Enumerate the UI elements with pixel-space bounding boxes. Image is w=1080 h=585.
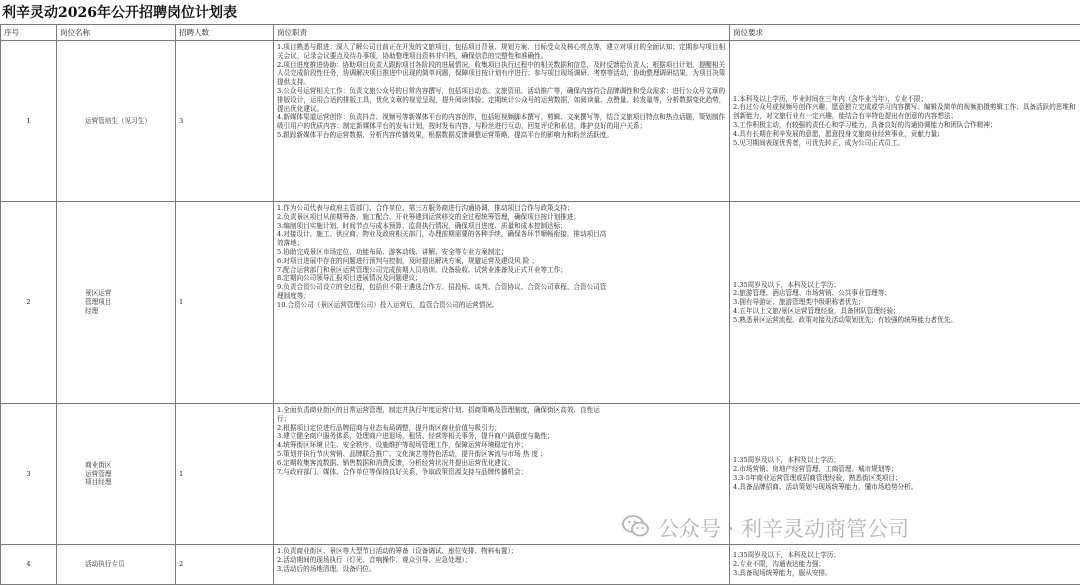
table-row (1, 202, 1080, 404)
duty-item: 4.对接设计、施工、供应商、物业及政府相关部门，办理前期需要的各种手续，确保各环节顺畅衔接，推动项目高效落地； (277, 230, 609, 248)
duty-item: 2.活动期间的现场执行（灯光、音响操作、观众引导、应急处理）； (277, 556, 609, 565)
requirement-item: 2.专业不限，沟通表达能力强； (733, 560, 1020, 569)
duty-item: 2.根据项目定位进行品牌招商与业态布局调整，提升街区商业价值与吸引力； (277, 424, 609, 433)
hire-count: 3 (176, 41, 274, 202)
row-no: 3 (1, 404, 57, 545)
requirements-cell (730, 41, 1080, 202)
requirement-item: 5.见习期间表现优秀者，可优先转正，成为公司正式员工。 (733, 139, 1077, 148)
duty-item: 9.负责合资公司设立的全过程，包括但不限于遴选合作方、招投标、谈判、合资协议、合资公司章程、合资公司管理制度等； (277, 283, 609, 301)
duty-item: 1.全面负责商业街区的日常运营管理，制定并执行年度运营计划、招商策略及管理制度，确保街区高效、良性运行； (277, 406, 609, 424)
header-count: 招聘人数 (176, 25, 274, 41)
duty-item: 3.公众号运营相关工作：负责文旅公众号的日常内容撰写，包括项目动态、文旅资讯、活动推广等，确保内容符合品牌调性和受众需求；进行公众号文章的排版设计，运用合适的排版工具，优化文章的视觉呈现，提升阅读体验；定期统计公众号的运营数据，如阅读量、点赞量、转发量等，分析数据变化趋势，提出优化建议。 (277, 87, 726, 113)
position-line: 景区运营 (85, 289, 172, 298)
position-name (57, 202, 176, 404)
position-line: 运营管理 (85, 470, 172, 479)
position-name (57, 545, 176, 585)
requirements-cell (730, 202, 1080, 404)
duty-item: 10.合资公司（景区运营管理公司）投入运营后，监管合资公司的运营情况。 (277, 301, 609, 310)
duty-item: 3.编制项目实施计划、时间节点与成本预算，监督执行情况，确保项目进度、质量和成本控制达标； (277, 222, 609, 231)
table-row (1, 404, 1080, 545)
requirement-item: 3.3-5年商业运营管理或招商管理经验，熟悉街区类项目； (733, 474, 1020, 483)
duty-item: 2.负责景区项目从前期筹备、施工配合、开业筹建到运营移交的全过程统筹管理，确保项目按计划推进； (277, 213, 609, 222)
duty-item: 1.负责商业街区、景区等大型节日活动的筹备（设备调试、座位安排、物料布置）； (277, 547, 609, 556)
position-line: 管理项目 (85, 298, 172, 307)
header-no: 序号 (1, 25, 57, 41)
requirement-item: 3.拥有导游证、旅游管理类中级职称者优先； (733, 298, 1020, 307)
recruitment-plan-table (0, 24, 1080, 585)
table-row (1, 41, 1080, 202)
duty-item: 1.项目熟悉与跟进：深入了解公司目前正在开发的文旅项目，包括项目背景、规划方案、目标受众及核心亮点等，建立对项目的全面认知；定期参与项目相关会议，记录会议要点及待办事项，协助整理项目资料并归档，确保信息的完整性和准确性。 (277, 43, 726, 61)
duty-item: 5.协助完成景区市场定位、功能布局、游客动线、讲解、安全等专业方案制定； (277, 248, 609, 257)
requirements-cell (730, 404, 1080, 545)
requirement-item: 4.具备品牌招商、活动策划与现场统筹能力，懂市场趋势分析。 (733, 483, 1020, 492)
position-line: 商业街区 (85, 461, 172, 470)
position-name (57, 41, 176, 202)
duties-cell (274, 202, 730, 404)
duty-item: 1.作为公司代表与政府主管部门、合作单位、第三方服务商进行沟通协调，推动项目合作与政策支持； (277, 204, 609, 213)
requirement-item: 3.工作积极主动，有较强的责任心和学习能力，具备良好的沟通协调能力和团队合作精神； (733, 121, 1077, 130)
requirement-item: 1.35周岁及以下，本科及以上学历； (733, 456, 1020, 465)
duties-cell (274, 545, 730, 585)
table-row (1, 545, 1080, 585)
requirement-item: 1.本科及以上学历，毕业时间在三年内（含毕业当年），专业不限； (733, 95, 1077, 104)
requirement-item: 5.熟悉景区运营流程、政策对接及活动策划优先；有较强的统筹能力者优先。 (733, 316, 1020, 325)
requirement-item: 4.五年以上文旅/景区运营管理经验，具备团队管理经验； (733, 307, 1020, 316)
requirement-item: 3.具备现场统筹能力，服从安排。 (733, 569, 1020, 578)
header-requirements: 岗位要求 (730, 25, 1080, 41)
duties-cell (274, 404, 730, 545)
duty-item: 5.跟踪新媒体平台的运营数据，分析内容传播效果，根据数据反馈调整运营策略，提高平台的影响力和粉丝活跃度。 (277, 131, 726, 140)
duty-item: 4.新媒体渠道运营创作：负责抖音、视频号等新媒体平台的内容创作，包括短视频脚本撰写、剪辑、文案撰写等，结合文旅项目特点和热点话题，策划制作吸引用户的优质内容；制定新媒体平台的发布计划，按时发布内容，与粉丝进行互动，回复评论和私信，维护良好的用户关系； (277, 113, 726, 131)
watermark-text: 公众号 · 利辛灵动商管公司 (658, 513, 909, 543)
position-name (57, 404, 176, 545)
table-header-row (1, 25, 1080, 41)
requirement-item: 1.35周岁及以下，本科及以上学历； (733, 551, 1020, 560)
requirement-item: 2.旅游管理、酒店管理、市场营销、公共事业管理等； (733, 289, 1020, 298)
duty-item: 3.活动后的场地清理、设备归位。 (277, 565, 609, 574)
duty-item: 6.定期收集客流数据、销售数据和消费反馈，分析经营状况并提出运营优化建议； (277, 459, 609, 468)
hire-count: 2 (176, 545, 274, 585)
position-line: 运营管培生（见习生） (85, 117, 172, 126)
header-duties: 岗位职责 (274, 25, 730, 41)
requirement-item: 2.有过公众号或视频号创作兴趣，愿意独立完成或学习内容撰写、编辑及简单的视频拍摄剪辑工作；具备活跃的思维和创新能力，对文旅行业有一定兴趣，能结合有辛特色提出有创意的内容想法； (733, 103, 1077, 121)
position-line: 经理 (85, 307, 172, 316)
row-no: 2 (1, 202, 57, 404)
duties-cell (274, 41, 730, 202)
duty-item: 8.定期向公司领导汇报项目进展情况及问题建议； (277, 274, 609, 283)
requirement-item: 1.35周岁及以下，本科及以上学历； (733, 281, 1020, 290)
duty-item: 4.统筹街区环境卫生、安全秩序、设施维护等现场管理工作，保障运营环境稳定有序； (277, 441, 609, 450)
duty-item: 7.配合运营部门和景区运营管理公司完成前期人员培训、设备验收、试营业准备及正式开业等工作； (277, 266, 609, 275)
position-line: 项目经理 (85, 478, 172, 487)
duty-item: 5.策划并执行节庆营销、品牌联合推广、文化演艺等特色活动，提升街区客流与市场 热 度 ； (277, 450, 609, 459)
header-position: 岗位名称 (57, 25, 176, 41)
position-line: 活动执行专员 (85, 560, 172, 569)
requirements-cell (730, 545, 1080, 585)
row-no: 1 (1, 41, 57, 202)
requirement-item: 2.市场营销、房地产经营管理、工商管理、城市规划等； (733, 465, 1020, 474)
duty-item: 6.对项目进展中存在的问题进行预判与控制，及时提出解决方案，规避运营及建设风 险 ； (277, 257, 609, 266)
page-title: 利辛灵动2026年公开招聘岗位计划表 (2, 2, 237, 22)
hire-count: 1 (176, 202, 274, 404)
row-no: 4 (1, 545, 57, 585)
duty-item: 2.项目进度推进协助：协助项目负责人跟踪项目各阶段的进展情况，收集项目执行过程中的相关数据和信息，及时反馈给负责人；根据项目计划，提醒相关人员完成阶段性任务，协调解决项目推进中出现的简单问题，保障项目按计划有序进行；参与项目现场调研、考察等活动，协助整理调研结果，为项目决策提供支持。 (277, 61, 726, 87)
hire-count: 1 (176, 404, 274, 545)
duty-item: 7.与政府部门、媒体、合作单位等保持良好关系，争取政策资源支持与品牌传播机会； (277, 468, 609, 477)
duty-item: 3.建立健全商户服务体系，处理商户进退场、租赁、经营等相关事务，提升商户满意度与黏性； (277, 432, 609, 441)
requirement-item: 4.具有长期在利辛发展的意愿，愿意投身文旅商业经营事业，贡献力量； (733, 130, 1077, 139)
